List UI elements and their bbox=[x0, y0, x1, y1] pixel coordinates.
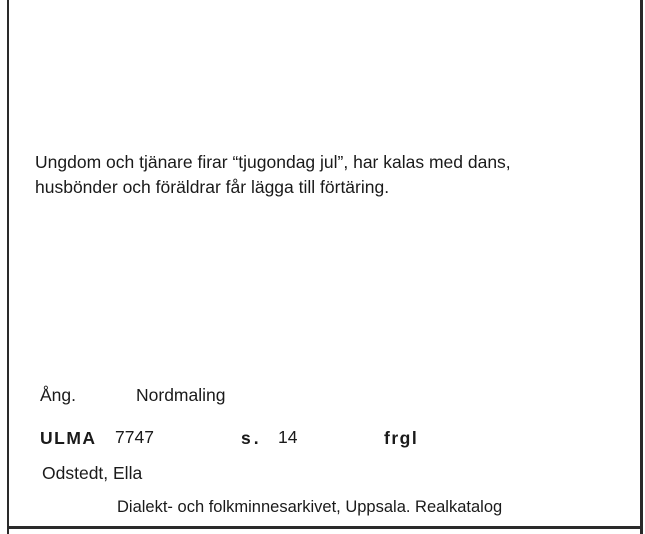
description-line-1: Ungdom och tjänare firar “tjugondag jul”, har kalas med dans, bbox=[35, 152, 511, 172]
card-border-right bbox=[640, 0, 643, 534]
place-name: Nordmaling bbox=[136, 385, 226, 405]
archive-label: ULMA bbox=[40, 428, 97, 448]
card-border-bottom bbox=[7, 526, 643, 529]
page-label: s. bbox=[241, 428, 262, 448]
archive-number: 7747 bbox=[115, 427, 154, 447]
page-number: 14 bbox=[278, 427, 298, 447]
card-border-left bbox=[7, 0, 9, 534]
informant-name: Odstedt, Ella bbox=[42, 463, 143, 483]
category-code: frgl bbox=[384, 428, 419, 448]
description-line-2: husbönder och föräldrar får lägga till förtäring. bbox=[35, 177, 390, 197]
ang-label: Ång. bbox=[40, 385, 76, 405]
archive-footer: Dialekt- och folkminnesarkivet, Uppsala. Realkatalog bbox=[117, 498, 503, 516]
